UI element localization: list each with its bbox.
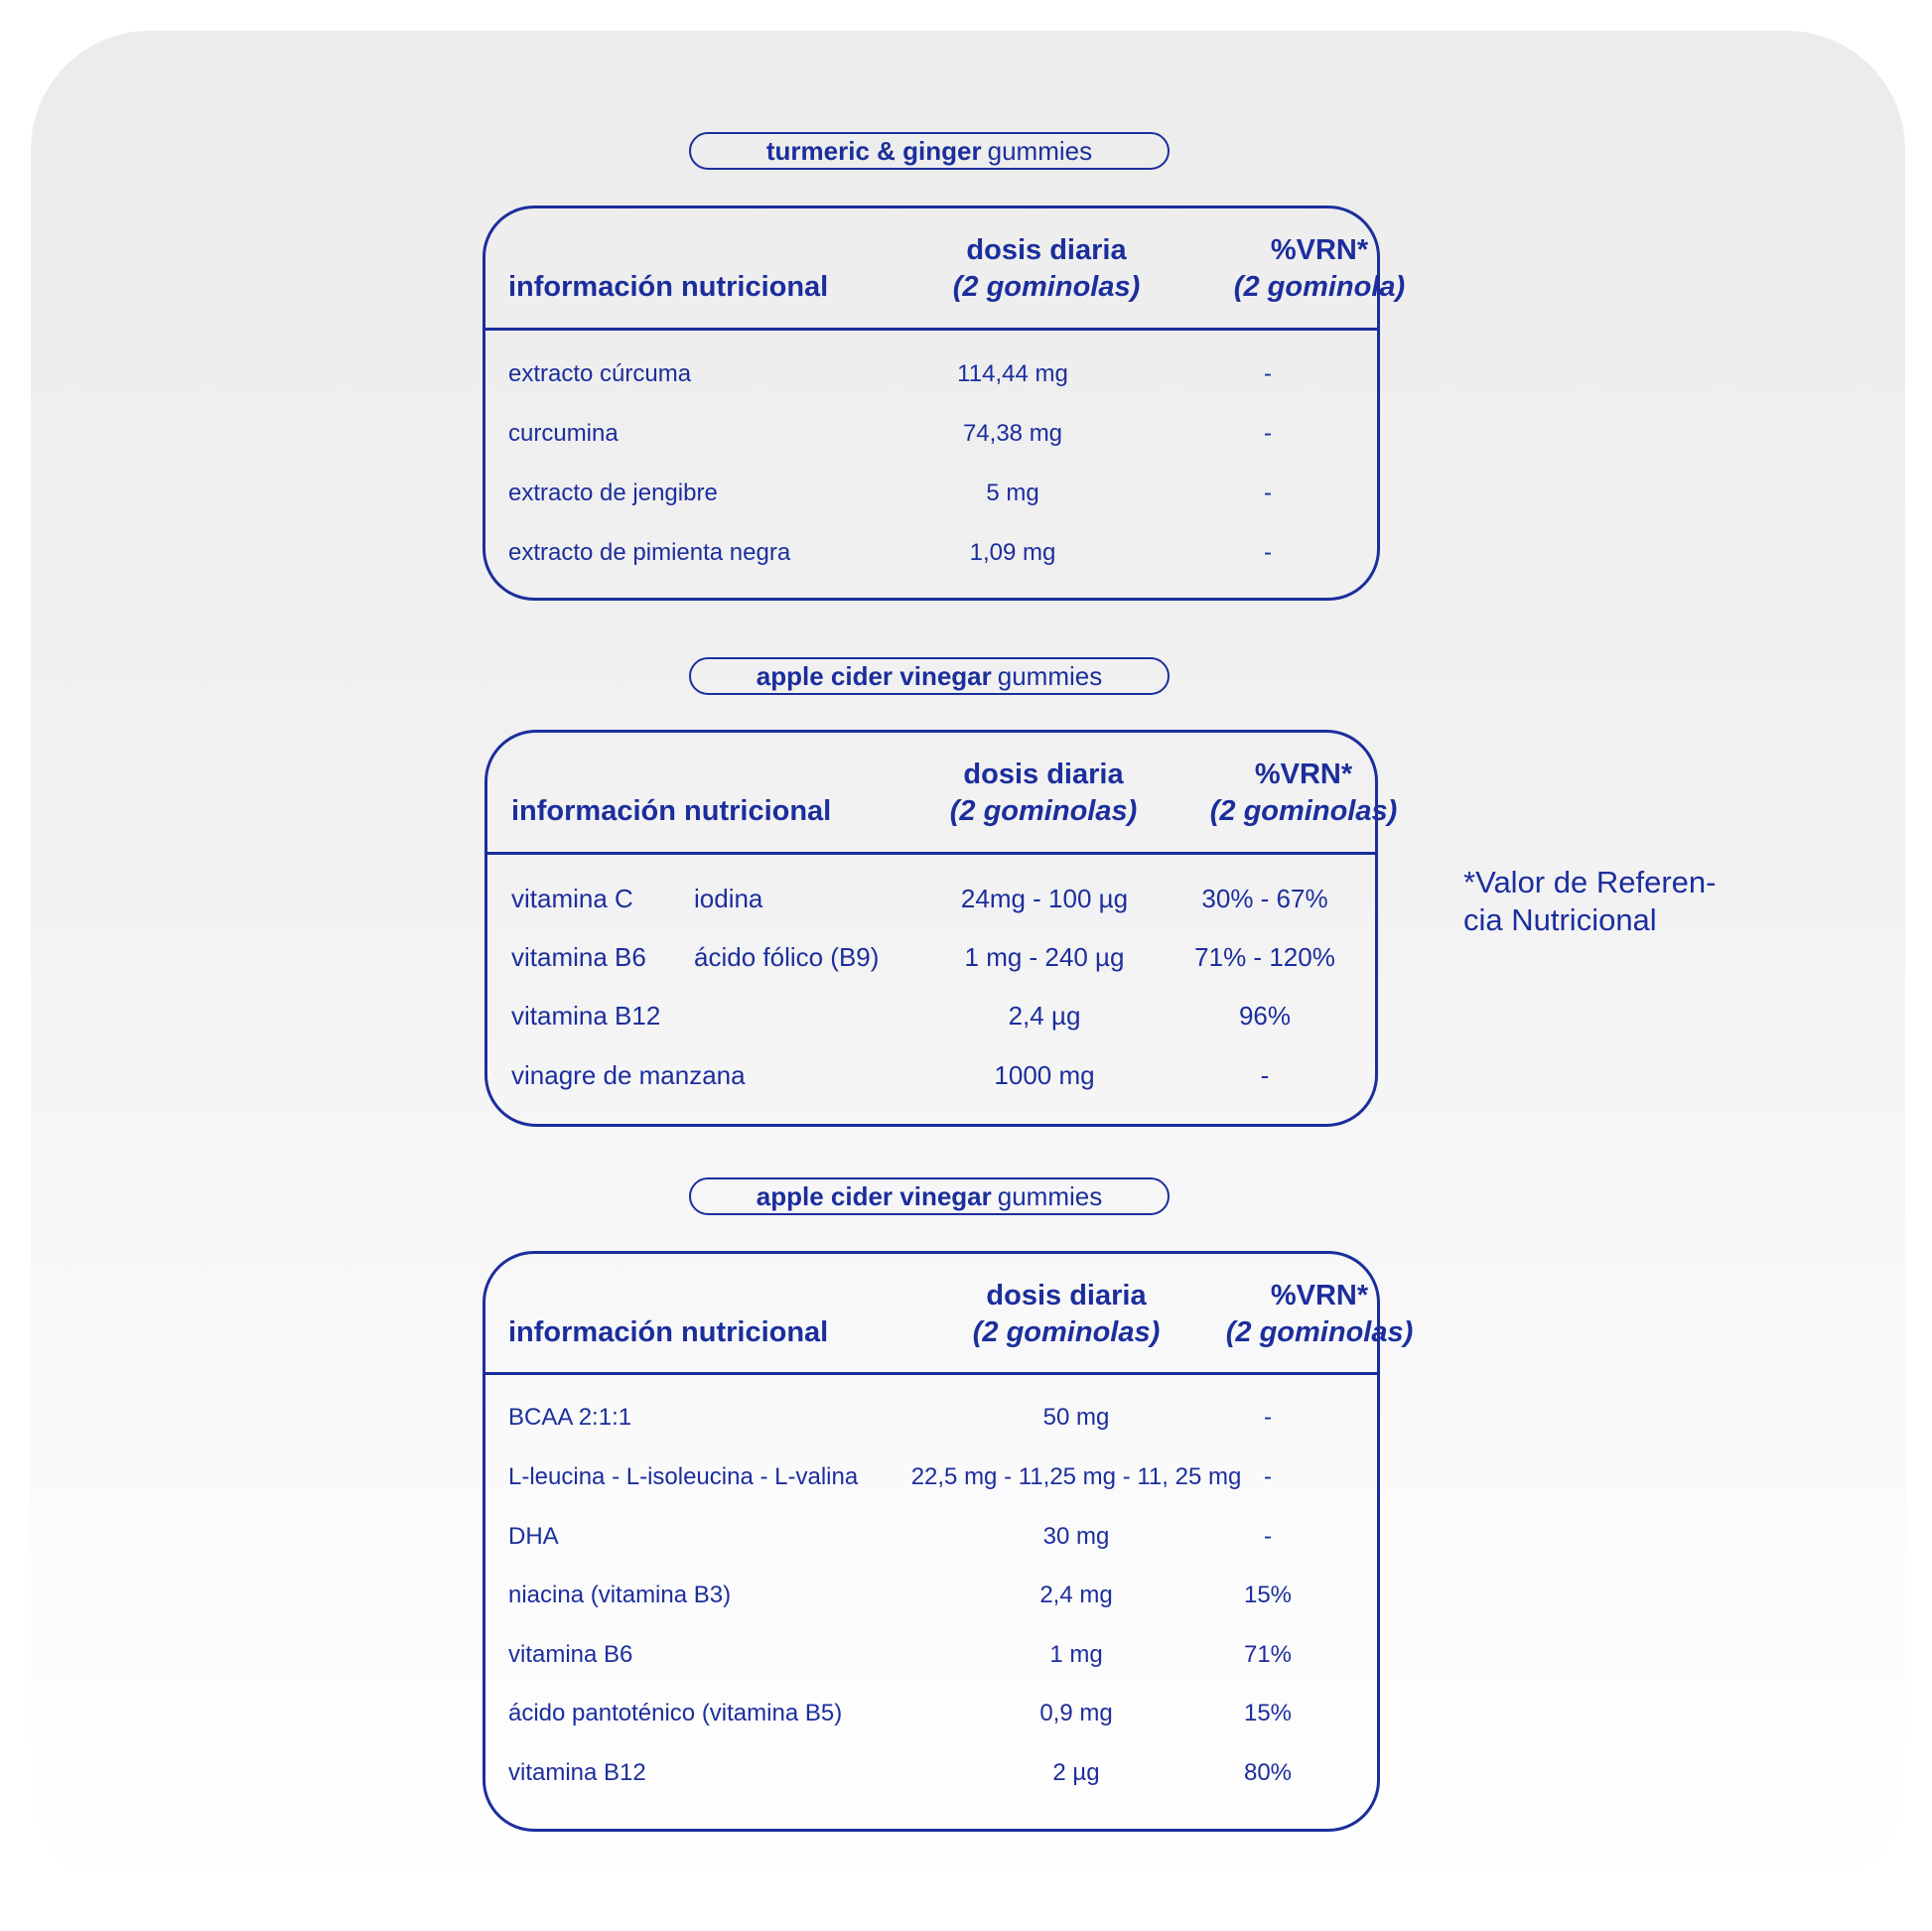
row-dose: 1 mg <box>1049 1641 1103 1668</box>
row-vrn: - <box>1264 420 1272 447</box>
product-label-apple-cider-vinegar-2 <box>689 1177 1170 1215</box>
nutrition-table-amino-vitamins <box>483 1251 1414 1832</box>
product-name: turmeric & ginger <box>765 135 982 166</box>
row-dose: 114,44 mg <box>957 360 1068 387</box>
table-header <box>485 1254 1414 1375</box>
header-nutrition-info: información nutricional <box>508 271 829 303</box>
header-vrn: %VRN* (2 gominolas) <box>1225 1280 1414 1348</box>
row-vrn: - <box>1264 1523 1272 1550</box>
row-dose: 30 mg <box>1042 1523 1110 1550</box>
row-name: extracto de pimienta negra <box>508 539 791 566</box>
row-vrn: - <box>1264 480 1272 506</box>
row-vrn: - <box>1264 1404 1272 1431</box>
row-vrn: 15% <box>1243 1700 1293 1726</box>
row-vrn: - <box>1260 1060 1270 1090</box>
footnote-vrn: *Valor de Referen- cia Nutricional <box>1463 865 1717 937</box>
row-name: vitamina C <box>511 884 633 913</box>
row-name: vinagre de manzana <box>511 1060 746 1090</box>
row-name: L-leucina - L-isoleucina - L-valina <box>508 1463 859 1490</box>
row-dose: 2 µg <box>1052 1759 1100 1786</box>
row-name: vitamina B12 <box>508 1759 646 1786</box>
header-nutrition-info: información nutricional <box>511 795 832 827</box>
row-vrn: 30% - 67% <box>1201 884 1328 913</box>
row-dose: 74,38 mg <box>962 420 1063 447</box>
row-name: vitamina B6 <box>511 942 646 972</box>
header-nutrition-info: información nutricional <box>508 1316 829 1348</box>
header-vrn: %VRN* (2 gominolas) <box>1209 759 1398 827</box>
row-name: vitamina B6 <box>508 1641 633 1668</box>
row-dose: 50 mg <box>1042 1404 1110 1431</box>
row-vrn: 96% <box>1238 1001 1292 1031</box>
row-name: vitamina B12 <box>511 1001 661 1031</box>
row-name-secondary: ácido fólico (B9) <box>694 942 880 972</box>
row-dose: 1000 mg <box>994 1060 1095 1090</box>
row-dose: 1,09 mg <box>969 539 1056 566</box>
row-dose: 0,9 mg <box>1039 1700 1113 1726</box>
table-header <box>485 208 1406 331</box>
product-name: apple cider vinegar <box>756 1180 992 1211</box>
product-name: apple cider vinegar <box>756 660 992 691</box>
product-type: gummies <box>997 1180 1103 1211</box>
row-vrn: - <box>1264 1463 1272 1490</box>
header-vrn: %VRN* (2 gominola) <box>1233 234 1406 303</box>
row-name: curcumina <box>508 420 619 447</box>
row-name: extracto cúrcuma <box>508 360 692 387</box>
product-label-apple-cider-vinegar <box>689 657 1170 695</box>
row-dose: 2,4 µg <box>1008 1001 1081 1031</box>
nutrition-table-apple-cider-vinegar <box>484 730 1398 1127</box>
nutrition-table-turmeric-ginger <box>483 206 1406 601</box>
row-dose: 2,4 mg <box>1039 1582 1113 1608</box>
row-name: BCAA 2:1:1 <box>508 1404 632 1431</box>
row-vrn: 71% <box>1243 1641 1293 1668</box>
row-vrn: 15% <box>1243 1582 1293 1608</box>
row-vrn: - <box>1264 539 1272 566</box>
row-name: extracto de jengibre <box>508 480 718 506</box>
header-daily-dose: dosis diaria (2 gominolas) <box>949 759 1138 827</box>
row-dose: 1 mg - 240 µg <box>964 942 1125 972</box>
row-name: DHA <box>508 1523 559 1550</box>
row-name: niacina (vitamina B3) <box>508 1582 732 1608</box>
row-vrn: 71% - 120% <box>1194 942 1335 972</box>
product-label-turmeric-ginger <box>689 132 1170 170</box>
row-dose: 24mg - 100 µg <box>960 884 1129 913</box>
product-type: gummies <box>997 660 1103 691</box>
table-header <box>487 733 1398 855</box>
row-vrn: - <box>1264 360 1272 387</box>
row-name: ácido pantoténico (vitamina B5) <box>508 1700 843 1726</box>
header-daily-dose: dosis diaria (2 gominolas) <box>952 234 1141 303</box>
row-vrn: 80% <box>1243 1759 1293 1786</box>
row-dose: 22,5 mg - 11,25 mg - 11, 25 mg <box>910 1463 1242 1490</box>
row-dose: 5 mg <box>986 480 1039 506</box>
header-daily-dose: dosis diaria (2 gominolas) <box>972 1280 1161 1348</box>
product-type: gummies <box>987 135 1093 166</box>
row-name-secondary: iodina <box>694 884 763 913</box>
